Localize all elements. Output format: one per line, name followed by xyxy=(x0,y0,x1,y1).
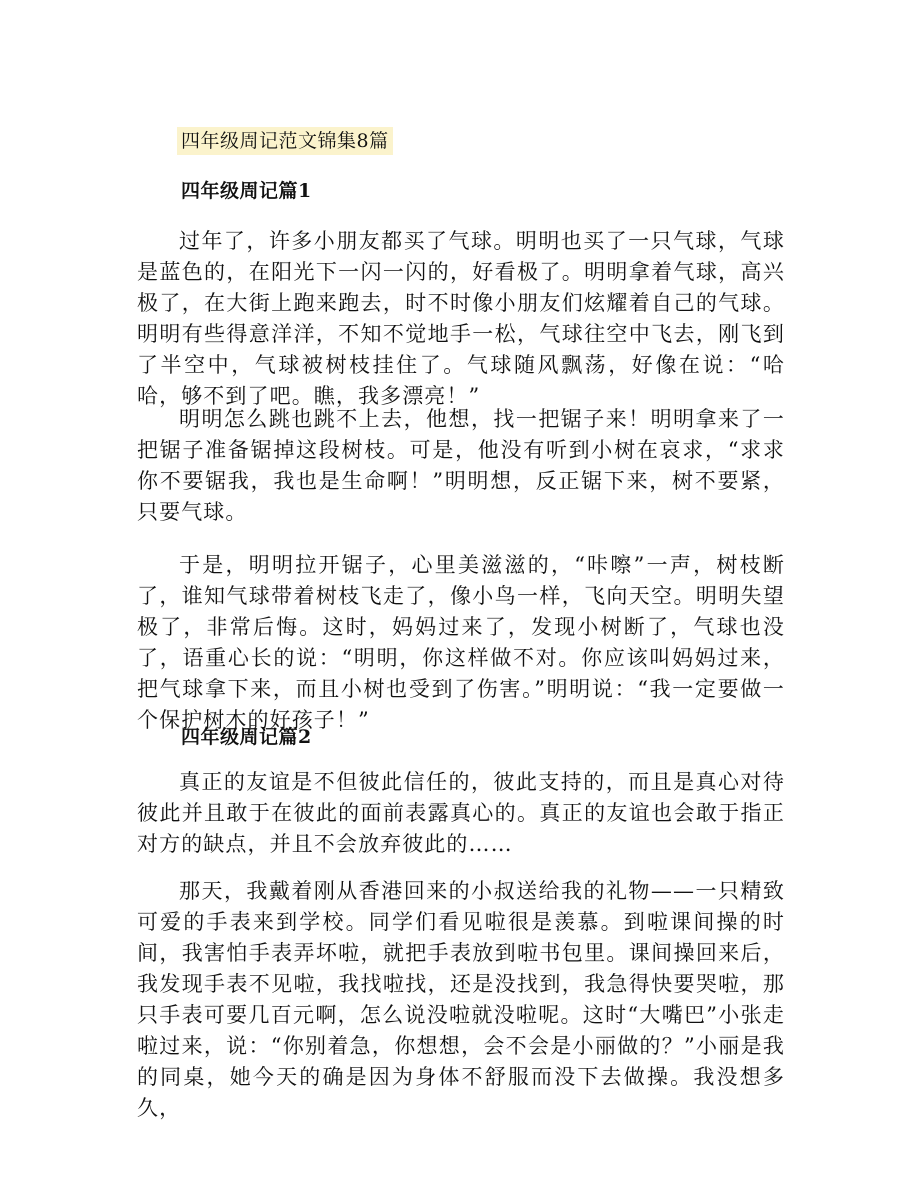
document-title: 四年级周记范文锦集8篇 xyxy=(177,127,393,155)
paragraph: 过年了，许多小朋友都买了气球。明明也买了一只气球，气球是蓝色的，在阳光下一闪一闪的，好看极了。明明拿着气球，高兴极了，在大街上跑来跑去，时不时像小朋友们炫耀着自己的气球。明明有些得意洋洋，不知不觉地手一松，气球往空中飞去，刚飞到了半空中，气球被树枝挂住了。气球随风飘荡，好像在说：“哈哈，够不到了吧。瞧，我多漂亮！” xyxy=(137,229,785,408)
paragraph: 明明怎么跳也跳不上去，他想，找一把锯子来！明明拿来了一把锯子准备锯掉这段树枝。可是，他没有听到小树在哀求，“求求你不要锯我，我也是生命啊！”明明想，反正锯下来，树不要紧，只要气球。 xyxy=(137,407,785,524)
section-heading-2: 四年级周记篇2 xyxy=(181,726,312,748)
section-heading-1: 四年级周记篇1 xyxy=(181,180,312,202)
paragraph: 那天，我戴着刚从香港回来的小叔送给我的礼物——一只精致可爱的手表来到学校。同学们看见啦很是羡慕。到啦课间操的时间，我害怕手表弄坏啦，就把手表放到啦书包里。课间操回来后，我发现手表不见啦，我找啦找，还是没找到，我急得快要哭啦，那只手表可要几百元啊，怎么说没啦就没啦呢。这时“大嘴巴”小张走啦过来，说：“你别着急，你想想，会不会是小丽做的？”小丽是我的同桌，她今天的确是因为身体不舒服而没下去做操。我没想多久， xyxy=(137,879,785,1120)
paragraph: 真正的友谊是不但彼此信任的，彼此支持的，而且是真心对待彼此并且敢于在彼此的面前表露真心的。真正的友谊也会敢于指正对方的缺点，并且不会放弃彼此的…… xyxy=(137,770,785,856)
paragraph: 于是，明明拉开锯子，心里美滋滋的，“咔嚓”一声，树枝断了，谁知气球带着树枝飞走了，像小鸟一样，飞向天空。明明失望极了，非常后悔。这时，妈妈过来了，发现小树断了，气球也没了，语重心长的说：“明明，你这样做不对。你应该叫妈妈过来，把气球拿下来，而且小树也受到了伤害。”明明说：“我一定要做一个保护树木的好孩子！” xyxy=(137,553,785,732)
